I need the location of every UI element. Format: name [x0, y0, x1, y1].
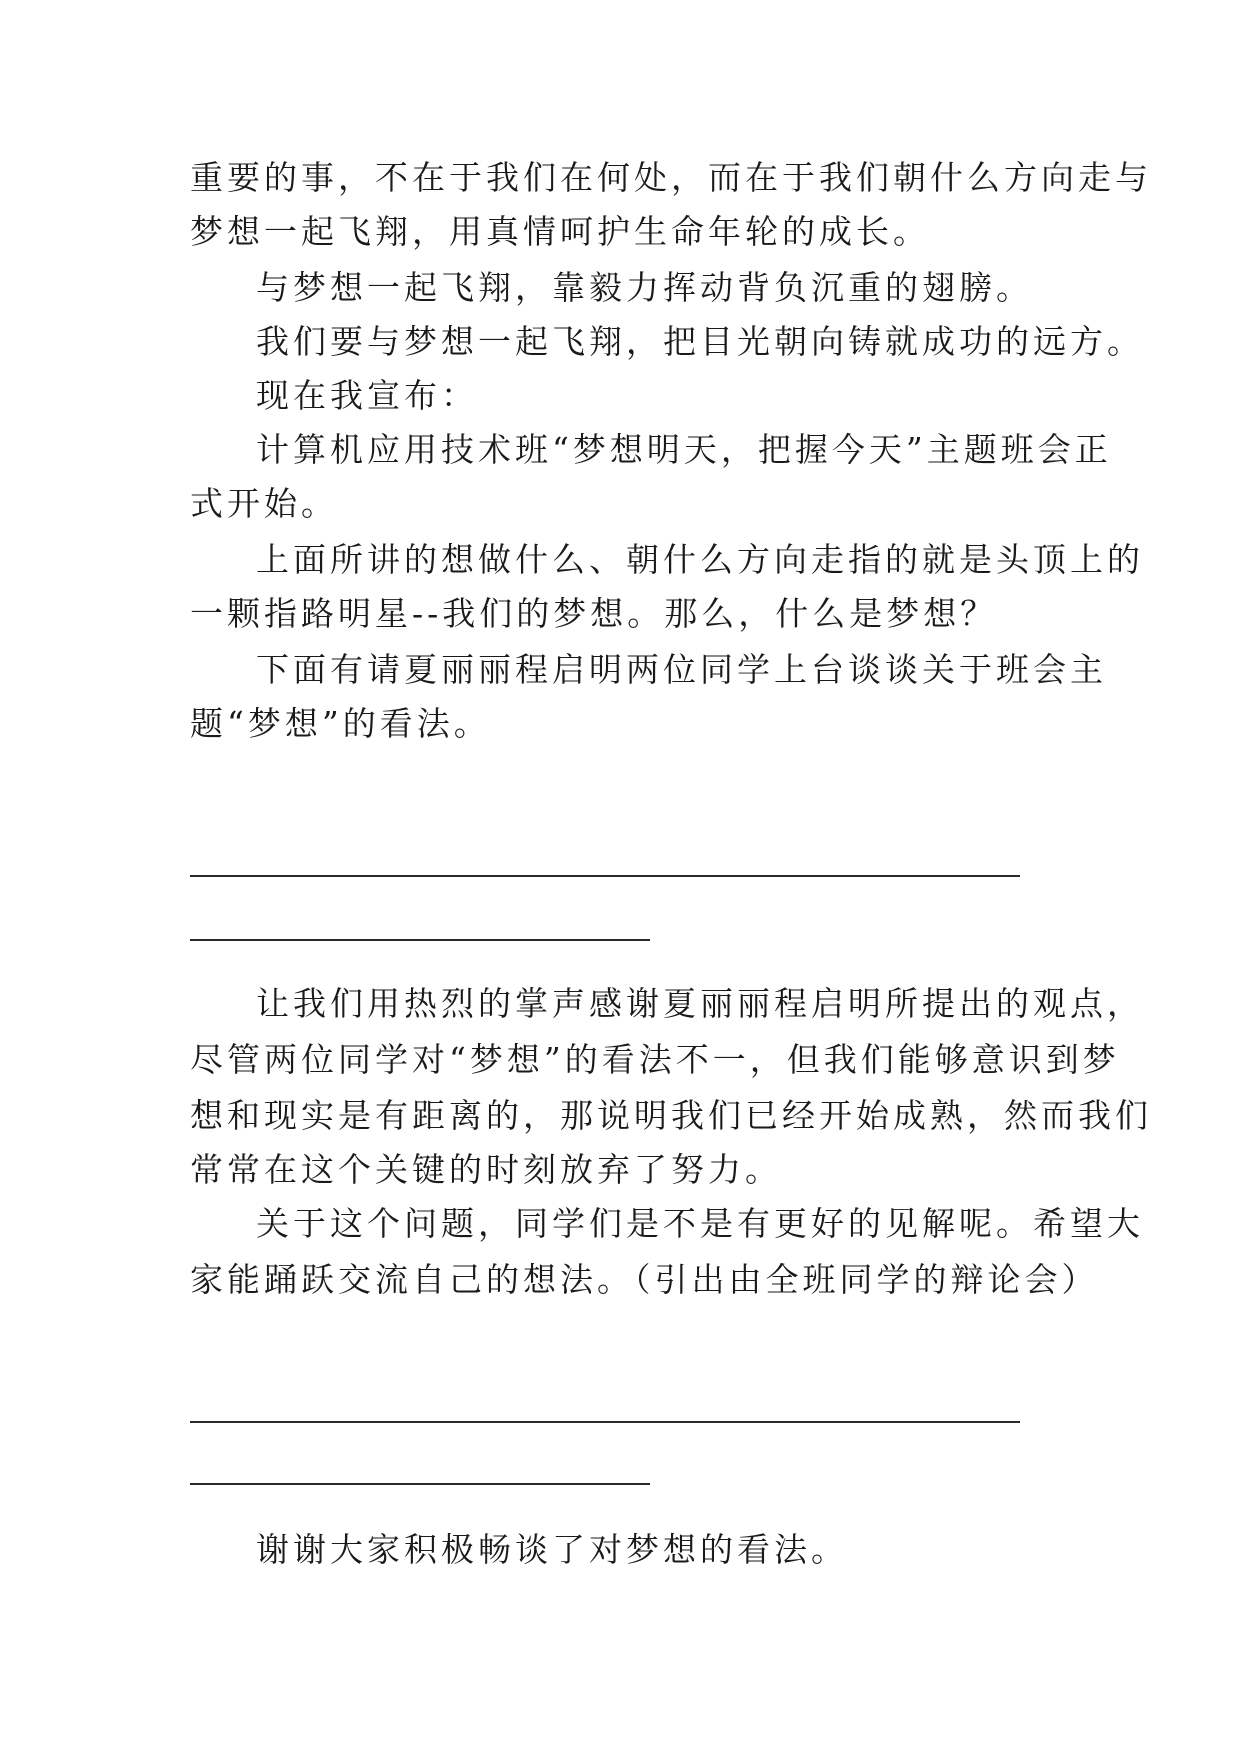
text-line: 与梦想一起飞翔，靠毅力挥动背负沉重的翅膀。	[256, 268, 1033, 307]
text-line: 想和现实是有距离的，那说明我们已经开始成熟，然而我们	[190, 1096, 1152, 1135]
text-line: 题“梦想”的看法。	[190, 704, 491, 743]
fill-in-rule	[190, 1483, 650, 1485]
fill-in-rule	[190, 939, 650, 941]
text-line: 我们要与梦想一起飞翔，把目光朝向铸就成功的远方。	[256, 322, 1144, 361]
fill-in-rule	[190, 1421, 1020, 1423]
text-line: 下面有请夏丽丽程启明两位同学上台谈谈关于班会主	[256, 650, 1107, 689]
text-line: 让我们用热烈的掌声感谢夏丽丽程启明所提出的观点，	[256, 984, 1144, 1023]
text-line: 现在我宣布：	[256, 376, 478, 415]
text-line: 谢谢大家积极畅谈了对梦想的看法。	[256, 1530, 848, 1569]
text-line: 式开始。	[190, 484, 338, 523]
text-line: 上面所讲的想做什么、朝什么方向走指的就是头顶上的	[256, 540, 1144, 579]
fill-in-rule	[190, 875, 1020, 877]
text-line: 一颗指路明星--我们的梦想。那么，什么是梦想？	[190, 594, 998, 633]
text-line: 关于这个问题，同学们是不是有更好的见解呢。希望大	[256, 1204, 1144, 1243]
text-line: 计算机应用技术班“梦想明天，把握今天”主题班会正	[256, 430, 1112, 469]
text-line: 尽管两位同学对“梦想”的看法不一，但我们能够意识到梦	[190, 1040, 1120, 1079]
text-line: 家能踊跃交流自己的想法。（引出由全班同学的辩论会）	[190, 1260, 1099, 1299]
text-line: 重要的事，不在于我们在何处，而在于我们朝什么方向走与	[190, 158, 1152, 197]
text-line: 梦想一起飞翔，用真情呵护生命年轮的成长。	[190, 212, 930, 251]
text-line: 常常在这个关键的时刻放弃了努力。	[190, 1150, 782, 1189]
